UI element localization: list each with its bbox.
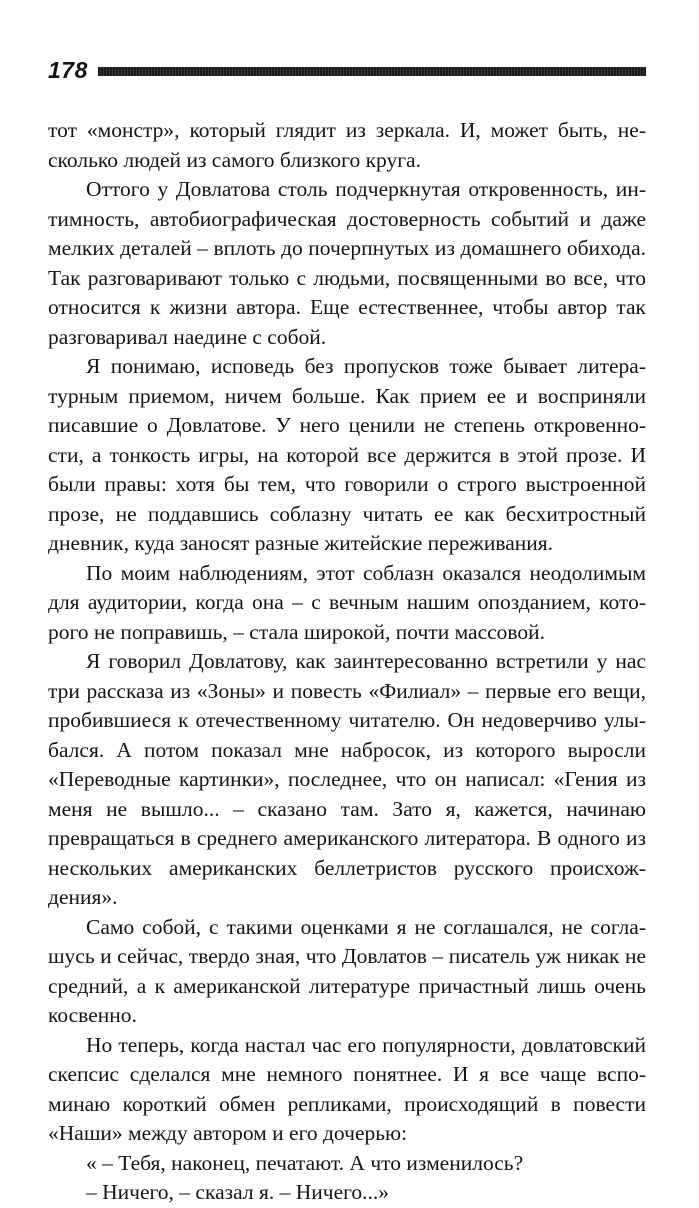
quote-line-2: – Ничего, – сказал я. – Ничего...» — [86, 1180, 390, 1204]
paragraph-1: тот «монстр», который глядит из зеркала. И, может быть, несколько людей из самого близкого круга. — [48, 118, 646, 172]
paragraph-4: По моим наблюдениям, этот соблазн оказался неодолимым для аудитории, когда она – с вечным нашим опозданием, которого не поправишь, – стала широкой, почти массовой. — [48, 560, 646, 644]
quote-line-1: « – Тебя, наконец, печатают. А что изменилось? — [86, 1150, 524, 1175]
paragraph-5: Я говорил Довлатову, как заинтересованно встретили у нас три рассказа из «Зоны» и повесть «Филиал» – первые его вещи, пробившиеся к отечественному читателю. Он недоверчиво улыбался. А потом показал мне набросок, из которого выросли «Переводные картинки», последнее, что он написал: «Гения из меня не вышло... – сказано там. Зато я, кажется, начинаю превращаться в среднего американского литератора. В одного из нескольких американских беллетристов русского происхождения». — [48, 649, 646, 909]
paragraph-7: Но теперь, когда настал час его популярности, довлатовский скепсис сделался мне немного понятнее. И я все чаще вспоминаю короткий обмен репликами, происходящий в повести «Наши» между автором и его дочерью: — [48, 1032, 646, 1145]
paragraph-3: Я понимаю, исповедь без пропусков тоже бывает литературным приемом, ничем больше. Как прием ее и восприняли писавшие о Довлатове. У него ценили не степень откровенности, а тонкость игры, на которой все держится в этой прозе. И были правы: хотя бы тем, что говорили о строго выстроенной прозе, не поддавшись соблазну читать ее как бесхитростный дневник, куда заносят разные житейские переживания. — [48, 354, 646, 555]
page-number: 178 — [48, 56, 88, 83]
body-text — [48, 116, 646, 1208]
page-header — [48, 56, 646, 84]
header-rule — [98, 67, 646, 76]
paragraph-6: Само собой, с такими оценками я не соглашался, не соглашусь и сейчас, твердо зная, что Довлатов – писатель уж никак не средний, а к американской литературе причастный лишь очень косвенно. — [48, 914, 646, 1027]
paragraph-2: Оттого у Довлатова столь подчеркнутая откровенность, интимность, автобиографическая достоверность событий и даже мелких деталей – вплоть до почерпнутых из домашнего обихода. Так разговаривают только с людьми, посвященными во все, что относится к жизни автора. Еще естественнее, чтобы автор так разговаривал наедине с собой. — [48, 177, 646, 349]
